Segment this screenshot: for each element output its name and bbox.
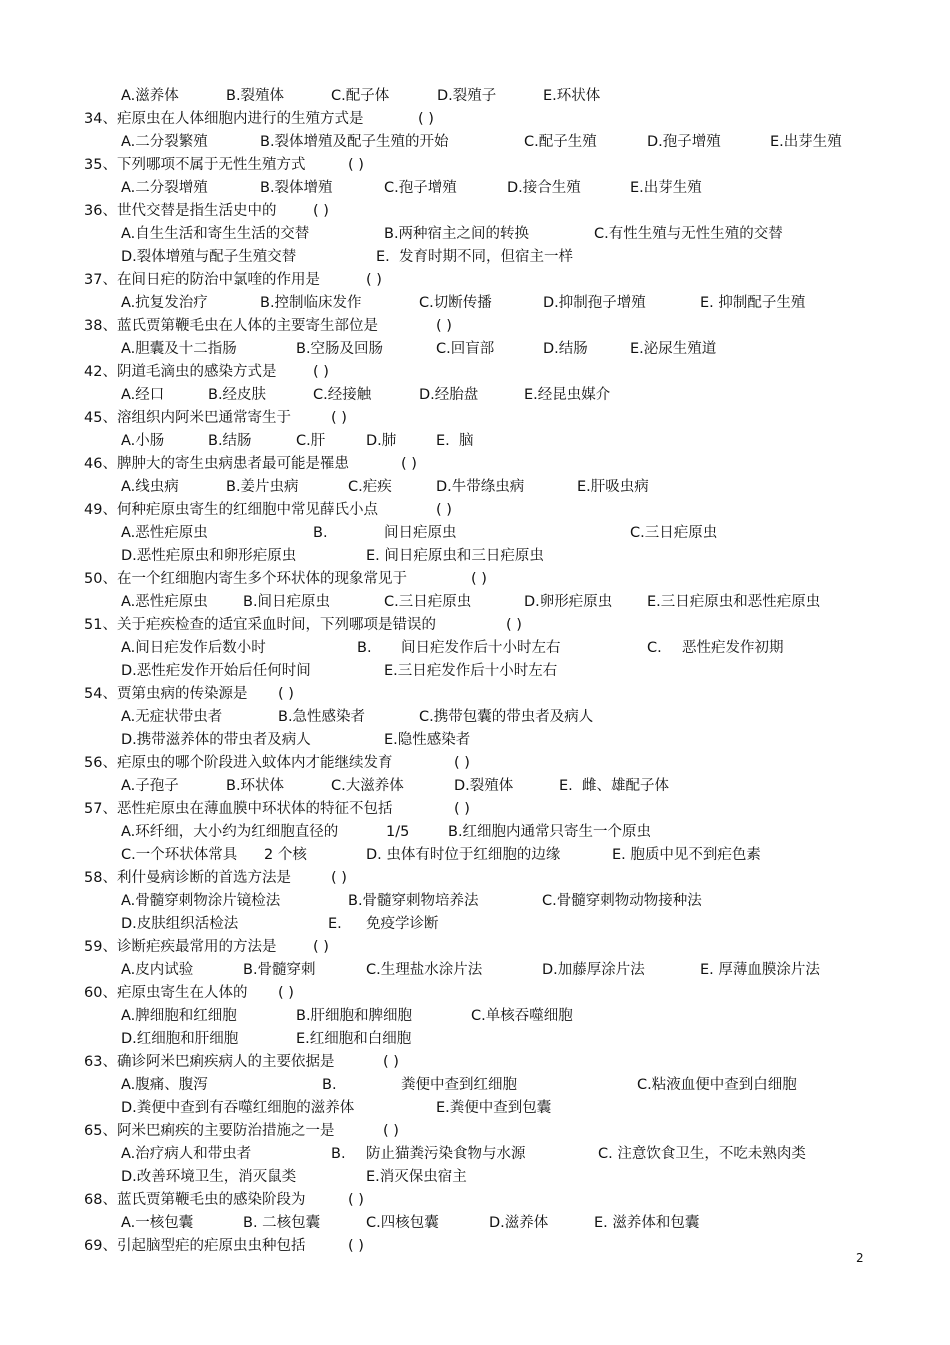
text-segment: A.子孢子 bbox=[121, 778, 179, 794]
text-segment: D.红细胞和肝细胞 bbox=[121, 1031, 239, 1047]
text-segment: B.裂体增殖及配子生殖的开始 bbox=[260, 134, 449, 150]
text-line bbox=[0, 591, 950, 613]
text-segment: C.单核吞噬细胞 bbox=[471, 1008, 573, 1024]
text-segment: B. bbox=[331, 1146, 346, 1162]
text-segment: D.恶性疟发作开始后任何时间 bbox=[121, 663, 311, 679]
text-segment: B.经皮肤 bbox=[208, 387, 267, 403]
text-segment: E.经昆虫媒介 bbox=[524, 387, 611, 403]
text-segment: B.骨髓穿刺 bbox=[243, 962, 316, 978]
text-segment: ( ) bbox=[401, 456, 417, 472]
text-segment: C.三日疟原虫 bbox=[630, 525, 718, 541]
text-line bbox=[0, 660, 950, 682]
text-segment: 恶性疟发作初期 bbox=[682, 640, 784, 656]
question-text: 54、贾第虫病的传染源是 bbox=[84, 686, 248, 702]
text-segment: A.间日疟发作后数小时 bbox=[121, 640, 266, 656]
text-line bbox=[0, 499, 950, 521]
text-segment: B.间日疟原虫 bbox=[243, 594, 331, 610]
text-line bbox=[0, 407, 950, 429]
question-text: 49、何种疟原虫寄生的红细胞中常见薛氏小点 bbox=[84, 502, 378, 518]
text-line bbox=[0, 361, 950, 383]
text-segment: C.粘液血便中查到白细胞 bbox=[637, 1077, 797, 1093]
text-segment: A.治疗病人和带虫者 bbox=[121, 1146, 252, 1162]
text-line bbox=[0, 430, 950, 452]
text-segment: D.恶性疟原虫和卵形疟原虫 bbox=[121, 548, 297, 564]
text-segment: C.经接触 bbox=[313, 387, 372, 403]
text-segment: 间日疟原虫 bbox=[384, 525, 457, 541]
text-line bbox=[0, 1028, 950, 1050]
text-line bbox=[0, 1235, 950, 1257]
text-line bbox=[0, 269, 950, 291]
text-segment: ( ) bbox=[506, 617, 522, 633]
text-line bbox=[0, 292, 950, 314]
question-text: 37、在间日疟的防治中氯喹的作用是 bbox=[84, 272, 320, 288]
text-segment: A.线虫病 bbox=[121, 479, 179, 495]
text-segment: A.抗复发治疗 bbox=[121, 295, 208, 311]
text-segment: ( ) bbox=[436, 502, 452, 518]
text-segment: E.出芽生殖 bbox=[770, 134, 842, 150]
text-line bbox=[0, 890, 950, 912]
text-segment: C.回盲部 bbox=[436, 341, 495, 357]
text-segment: A.恶性疟原虫 bbox=[121, 594, 208, 610]
text-line bbox=[0, 1189, 950, 1211]
text-line bbox=[0, 821, 950, 843]
text-segment: E.泌尿生殖道 bbox=[630, 341, 717, 357]
text-line bbox=[0, 476, 950, 498]
text-segment: E.三日疟原虫和恶性疟原虫 bbox=[647, 594, 821, 610]
text-segment: C.切断传播 bbox=[419, 295, 492, 311]
text-segment: B.空肠及回肠 bbox=[296, 341, 384, 357]
text-segment: D.加藤厚涂片法 bbox=[542, 962, 645, 978]
text-segment: E.环状体 bbox=[543, 88, 601, 104]
text-segment: 1/5 bbox=[386, 824, 410, 840]
question-text: 58、利什曼病诊断的首选方法是 bbox=[84, 870, 291, 886]
text-line bbox=[0, 1143, 950, 1165]
text-segment: C.肝 bbox=[296, 433, 326, 449]
question-text: 42、阴道毛滴虫的感染方式是 bbox=[84, 364, 277, 380]
text-line bbox=[0, 131, 950, 153]
text-segment: A.恶性疟原虫 bbox=[121, 525, 208, 541]
text-line bbox=[0, 959, 950, 981]
text-segment: ( ) bbox=[454, 755, 470, 771]
text-segment: E. 间日疟原虫和三日疟原虫 bbox=[366, 548, 544, 564]
text-segment: A.经口 bbox=[121, 387, 165, 403]
text-segment: D.滋养体 bbox=[489, 1215, 549, 1231]
text-segment: B.裂殖体 bbox=[226, 88, 285, 104]
text-segment: D.皮肤组织活检法 bbox=[121, 916, 239, 932]
text-segment: B. bbox=[357, 640, 372, 656]
text-segment: B.肝细胞和脾细胞 bbox=[296, 1008, 413, 1024]
text-segment: E.红细胞和白细胞 bbox=[296, 1031, 412, 1047]
question-text: 36、世代交替是指生活史中的 bbox=[84, 203, 277, 219]
question-text: 60、疟原虫寄生在人体的 bbox=[84, 985, 248, 1001]
text-segment: E. 滋养体和包囊 bbox=[594, 1215, 700, 1231]
text-line bbox=[0, 568, 950, 590]
text-segment: B.急性感染者 bbox=[278, 709, 366, 725]
text-segment: A.脾细胞和红细胞 bbox=[121, 1008, 237, 1024]
question-text: 65、阿米巴痢疾的主要防治措施之一是 bbox=[84, 1123, 335, 1139]
text-segment: C.骨髓穿刺物动物接种法 bbox=[542, 893, 702, 909]
question-text: 35、下列哪项不属于无性生殖方式 bbox=[84, 157, 306, 173]
text-line bbox=[0, 522, 950, 544]
text-line bbox=[0, 384, 950, 406]
text-segment: E. 厚薄血膜涂片法 bbox=[700, 962, 820, 978]
question-text: 45、溶组织内阿米巴通常寄生于 bbox=[84, 410, 291, 426]
text-segment: A.二分裂增殖 bbox=[121, 180, 208, 196]
text-line bbox=[0, 982, 950, 1004]
text-segment: ( ) bbox=[348, 1192, 364, 1208]
text-segment: D.裂体增殖与配子生殖交替 bbox=[121, 249, 297, 265]
text-segment: 免疫学诊断 bbox=[366, 916, 439, 932]
text-segment: 粪便中查到红细胞 bbox=[401, 1077, 517, 1093]
text-line bbox=[0, 1074, 950, 1096]
text-line bbox=[0, 1051, 950, 1073]
text-line bbox=[0, 1212, 950, 1234]
text-line bbox=[0, 177, 950, 199]
text-segment: B.红细胞内通常只寄生一个原虫 bbox=[448, 824, 652, 840]
text-line bbox=[0, 706, 950, 728]
question-text: 50、在一个红细胞内寄生多个环状体的现象常见于 bbox=[84, 571, 407, 587]
text-segment: C. 注意饮食卫生，不吃未熟肉类 bbox=[598, 1146, 806, 1162]
text-segment: D.裂殖子 bbox=[437, 88, 497, 104]
text-line bbox=[0, 844, 950, 866]
text-segment: ( ) bbox=[383, 1123, 399, 1139]
text-segment: E. bbox=[328, 916, 342, 932]
text-segment: ( ) bbox=[313, 364, 329, 380]
text-segment: C.有性生殖与无性生殖的交替 bbox=[594, 226, 783, 242]
text-segment: A.胆囊及十二指肠 bbox=[121, 341, 237, 357]
text-line bbox=[0, 545, 950, 567]
text-segment: D.抑制孢子增殖 bbox=[543, 295, 646, 311]
text-line bbox=[0, 223, 950, 245]
text-segment: ( ) bbox=[348, 157, 364, 173]
text-line bbox=[0, 614, 950, 636]
text-segment: E. 抑制配子生殖 bbox=[700, 295, 806, 311]
text-segment: D.肺 bbox=[366, 433, 397, 449]
text-segment: B.环状体 bbox=[226, 778, 285, 794]
text-segment: B.两种宿主之间的转换 bbox=[384, 226, 530, 242]
text-line bbox=[0, 453, 950, 475]
text-line bbox=[0, 729, 950, 751]
text-segment: A.环纤细，大小约为红细胞直径的 bbox=[121, 824, 339, 840]
text-segment: ( ) bbox=[331, 410, 347, 426]
text-segment: D.卵形疟原虫 bbox=[524, 594, 613, 610]
text-segment: A.腹痛、腹泻 bbox=[121, 1077, 208, 1093]
text-line bbox=[0, 154, 950, 176]
text-segment: A.二分裂繁殖 bbox=[121, 134, 208, 150]
text-line bbox=[0, 936, 950, 958]
question-text: 34、疟原虫在人体细胞内进行的生殖方式是 bbox=[84, 111, 364, 127]
text-segment: ( ) bbox=[313, 939, 329, 955]
text-segment: E. 发育时期不同，但宿主一样 bbox=[376, 249, 573, 265]
text-line bbox=[0, 246, 950, 268]
text-segment: D.携带滋养体的带虫者及病人 bbox=[121, 732, 311, 748]
text-segment: C. bbox=[647, 640, 662, 656]
question-text: 46、脾肿大的寄生虫病患者最可能是罹患 bbox=[84, 456, 349, 472]
text-line bbox=[0, 1005, 950, 1027]
text-segment: ( ) bbox=[383, 1054, 399, 1070]
text-segment: E.隐性感染者 bbox=[384, 732, 471, 748]
text-segment: B.裂体增殖 bbox=[260, 180, 333, 196]
text-segment: C.三日疟原虫 bbox=[384, 594, 472, 610]
text-segment: D.接合生殖 bbox=[507, 180, 581, 196]
question-text: 69、引起脑型疟的疟原虫虫种包括 bbox=[84, 1238, 306, 1254]
text-line bbox=[0, 1166, 950, 1188]
text-segment: ( ) bbox=[278, 686, 294, 702]
text-segment: ( ) bbox=[331, 870, 347, 886]
text-segment: ( ) bbox=[418, 111, 434, 127]
text-segment: C.配子生殖 bbox=[524, 134, 597, 150]
text-line bbox=[0, 637, 950, 659]
text-line bbox=[0, 85, 950, 107]
text-line bbox=[0, 798, 950, 820]
text-segment: A.小肠 bbox=[121, 433, 165, 449]
text-segment: A.一核包囊 bbox=[121, 1215, 194, 1231]
text-segment: D.粪便中查到有吞噬红细胞的滋养体 bbox=[121, 1100, 355, 1116]
text-segment: E.粪便中查到包囊 bbox=[436, 1100, 552, 1116]
text-segment: B. bbox=[313, 525, 328, 541]
text-segment: C.配子体 bbox=[331, 88, 390, 104]
text-line bbox=[0, 200, 950, 222]
text-segment: E. 脑 bbox=[436, 433, 474, 449]
text-segment: A.皮内试验 bbox=[121, 962, 194, 978]
text-line bbox=[0, 108, 950, 130]
text-segment: D.裂殖体 bbox=[454, 778, 514, 794]
text-segment: C.四核包囊 bbox=[366, 1215, 439, 1231]
text-segment: C.生理盐水涂片法 bbox=[366, 962, 483, 978]
text-segment: ( ) bbox=[471, 571, 487, 587]
text-segment: B.姜片虫病 bbox=[226, 479, 299, 495]
text-segment: A.无症状带虫者 bbox=[121, 709, 223, 725]
text-segment: 间日疟发作后十小时左右 bbox=[401, 640, 561, 656]
text-segment: D.结肠 bbox=[543, 341, 588, 357]
text-line bbox=[0, 683, 950, 705]
text-line bbox=[0, 315, 950, 337]
text-segment: D.孢子增殖 bbox=[647, 134, 721, 150]
text-segment: ( ) bbox=[278, 985, 294, 1001]
text-segment: B.结肠 bbox=[208, 433, 252, 449]
text-segment: ( ) bbox=[436, 318, 452, 334]
text-segment: C.携带包囊的带虫者及病人 bbox=[419, 709, 594, 725]
question-text: 51、关于疟疾检查的适宜采血时间，下列哪项是错误的 bbox=[84, 617, 436, 633]
text-line bbox=[0, 913, 950, 935]
question-text: 56、疟原虫的哪个阶段进入蚊体内才能继续发育 bbox=[84, 755, 393, 771]
text-segment: A.骨髓穿刺物涂片镜检法 bbox=[121, 893, 281, 909]
page-number: 2 bbox=[856, 1251, 864, 1265]
text-segment: D.改善环境卫生，消灭鼠类 bbox=[121, 1169, 297, 1185]
text-line bbox=[0, 775, 950, 797]
text-segment: 防止猫粪污染食物与水源 bbox=[366, 1146, 526, 1162]
text-segment: ( ) bbox=[366, 272, 382, 288]
text-line bbox=[0, 1097, 950, 1119]
text-segment: E.三日疟发作后十小时左右 bbox=[384, 663, 558, 679]
text-segment: E.消灭保虫宿主 bbox=[366, 1169, 467, 1185]
text-segment: ( ) bbox=[454, 801, 470, 817]
text-segment: D.牛带绦虫病 bbox=[436, 479, 525, 495]
text-segment: C.疟疾 bbox=[348, 479, 392, 495]
text-segment: C.大滋养体 bbox=[331, 778, 404, 794]
text-segment: B. 二核包囊 bbox=[243, 1215, 321, 1231]
question-text: 57、恶性疟原虫在薄血膜中环状体的特征不包括 bbox=[84, 801, 393, 817]
question-text: 63、确诊阿米巴痢疾病人的主要依据是 bbox=[84, 1054, 335, 1070]
text-segment: B.控制临床发作 bbox=[260, 295, 362, 311]
text-line bbox=[0, 1120, 950, 1142]
text-segment: C.孢子增殖 bbox=[384, 180, 457, 196]
text-segment: E.出芽生殖 bbox=[630, 180, 702, 196]
text-segment: A.自生生活和寄生生活的交替 bbox=[121, 226, 310, 242]
text-segment: 2 个核 bbox=[264, 847, 307, 863]
text-segment: B. bbox=[322, 1077, 337, 1093]
question-text: 68、蓝氏贾第鞭毛虫的感染阶段为 bbox=[84, 1192, 306, 1208]
text-segment: E. 雌、雄配子体 bbox=[559, 778, 669, 794]
text-segment: B.骨髓穿刺物培养法 bbox=[348, 893, 479, 909]
text-segment: ( ) bbox=[313, 203, 329, 219]
question-text: 59、诊断疟疾最常用的方法是 bbox=[84, 939, 277, 955]
text-line bbox=[0, 867, 950, 889]
text-segment: E. 胞质中见不到疟色素 bbox=[612, 847, 761, 863]
text-line bbox=[0, 338, 950, 360]
question-text: 38、蓝氏贾第鞭毛虫在人体的主要寄生部位是 bbox=[84, 318, 378, 334]
text-segment: C.一个环状体常具 bbox=[121, 847, 238, 863]
text-segment: ( ) bbox=[348, 1238, 364, 1254]
text-segment: A.滋养体 bbox=[121, 88, 179, 104]
text-segment: E.肝吸虫病 bbox=[577, 479, 649, 495]
text-segment: D.经胎盘 bbox=[419, 387, 479, 403]
text-line bbox=[0, 752, 950, 774]
text-segment: D. 虫体有时位于红细胞的边缘 bbox=[366, 847, 561, 863]
